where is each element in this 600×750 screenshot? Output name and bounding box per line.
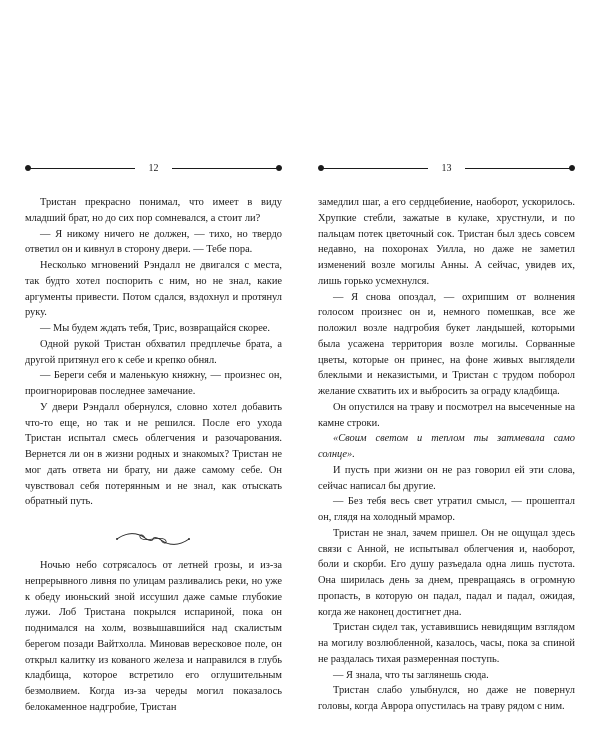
paragraph: Несколько мгновений Рэндалл не двигался с места, так будто хотел поспорить с ним, но не знал, какие аргументы привести. Потом сдался, вздохнул и протянул руку.	[25, 260, 282, 319]
paragraph: — Мы будем ждать тебя, Трис, возвращайся скорее.	[40, 323, 271, 334]
paragraph: Тристан сидел так, уставившись невидящим взглядом на могилу возлюбленной, казалось, часы, пока за спиной не раздалась тихая размеренная поступь.	[318, 622, 575, 665]
paragraph: — Я снова опоздал, — охрипшим от волнения голосом произнес он и, немного помешкав, все же положил возле надгробия букет ландышей, которыми была усажена территория возле могилы. Сорванные цветы, которые он принес, на фоне живых выглядели блеклыми и неказистыми, и Тристан с трудом поборол желание схватить их и выбросить за ограду кладбища.	[318, 291, 575, 397]
header-dot-ornament	[276, 165, 282, 171]
paragraph: — Береги себя и маленькую княжну, — произнес он, проигнорировав последнее замечание.	[25, 370, 282, 397]
header-rule	[321, 168, 428, 169]
paragraph: Ночью небо сотрясалось от летней грозы, и из-за непрерывного ливня по улицам разливались реки, но уже к обеду июньский зной иссушил даже самые глубокие лужи. Лоб Тристана покрылся испариной, пока он поднимался на холм, возвышавшийся над скалистым берегом позади Вайтхолла. Миновав вересковое поле, он открыл калитку из кованого железа и направился в глубь кладбища, которое встретило его оглушительным безмолвием. Когда из-за череды могил показалось белокаменное надгробие, Тристан	[25, 560, 282, 713]
page-number: 13	[441, 163, 452, 174]
paragraph: — Я никому ничего не должен, — тихо, но твердо ответил он и кивнул в сторону двери. — Тебе пора.	[25, 228, 282, 256]
paragraph: Тристан слабо улыбнулся, но даже не повернул головы, когда Аврора опустилась на траву рядом с ним.	[318, 685, 575, 712]
paragraph: Он опустился на траву и посмотрел на высеченные на камне строки.	[318, 401, 575, 429]
left-page-section	[25, 558, 282, 716]
right-page-body	[318, 195, 575, 715]
header-rule	[28, 168, 135, 169]
paragraph: замедлил шаг, а его сердцебиение, наоборот, ускорилось. Хрупкие стебли, зажатые в кулаке, хрустнули, и по пальцам потек цветочный сок. Тристан был здесь совсем недавно, на похоронах Уилла, но даже не заметил изменений возле могилы Анны. А сейчас, увидев их, лишь горько усмехнулся.	[318, 197, 575, 287]
paragraph: Тристан прекрасно понимал, что имеет в виду младший брат, но до сих пор сомневался, а стоит ли?	[25, 197, 282, 224]
page-number: 12	[148, 163, 159, 174]
paragraph: Одной рукой Тристан обхватил предплечье брата, а другой притянул его к себе и крепко обнял.	[25, 338, 282, 366]
paragraph: И пусть при жизни он не раз говорил ей эти слова, сейчас написал бы другие.	[318, 464, 575, 492]
paragraph: — Я знала, что ты заглянешь сюда.	[333, 669, 489, 681]
epitaph: «Своим светом и теплом ты затмевала само солнце».	[318, 433, 575, 460]
left-page-body	[25, 195, 282, 510]
header-rule	[465, 168, 572, 169]
paragraph: Тристан не знал, зачем пришел. Он не ощущал здесь связи с Анной, не испытывал облегчения и, наоборот, боли и скорби. Его душу разъедала одна лишь пустота. Она ширилась день за днем, превращаясь в огромную пропасть, в которую он падал, падал и падал, ожидая, когда же наконец достигнет дна.	[318, 527, 575, 618]
left-page-header	[25, 162, 282, 176]
header-dot-ornament	[569, 165, 575, 171]
paragraph: — Без тебя весь свет утратил смысл, — прошептал он, глядя на холодный мрамор.	[318, 496, 575, 523]
section-break-flourish-icon	[113, 530, 193, 548]
header-rule	[172, 168, 279, 169]
paragraph: У двери Рэндалл обернулся, словно хотел добавить что-то еще, но так и не решился. После его ухода Тристан испытал смесь облегчения и разочарования. Вернется ли он в жизни родных и знакомых? Тристан не мог дать ответа ни брату, ни даже самому себе. Он чувствовал себя потерянным и не знал, как отыскать обратный путь.	[25, 401, 282, 508]
right-page-header	[318, 162, 575, 176]
